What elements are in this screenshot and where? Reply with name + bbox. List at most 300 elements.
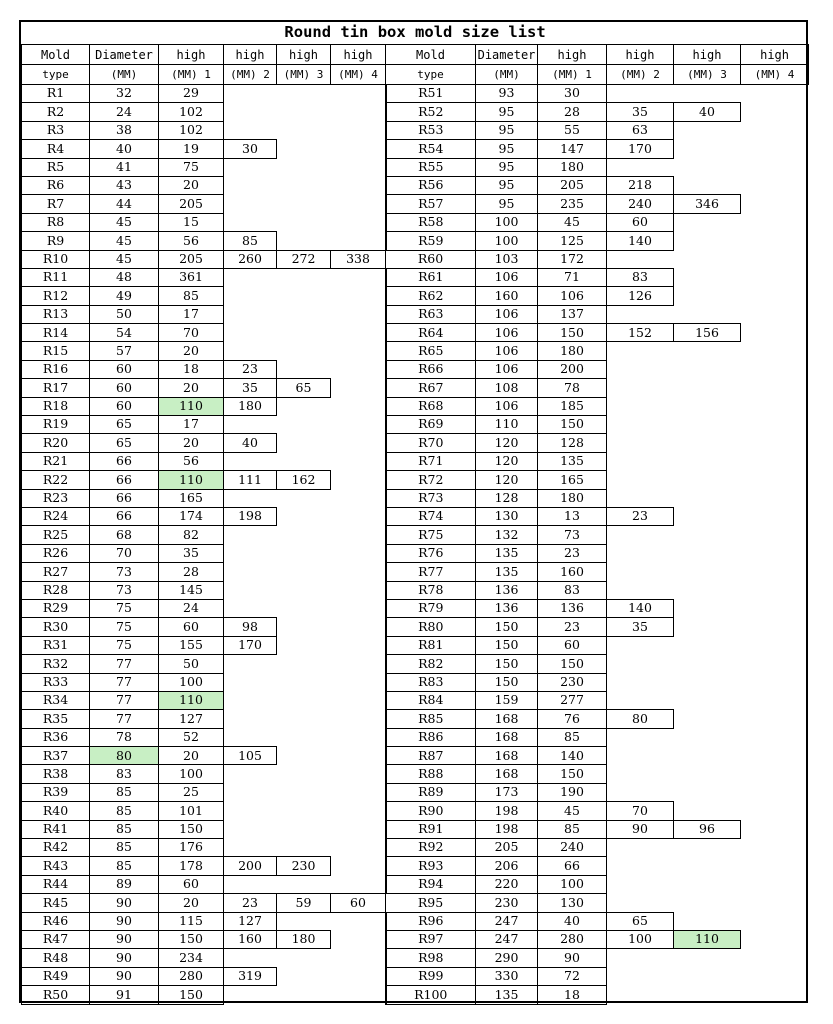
cell-diameter-right: 159 (476, 691, 538, 709)
cell-diameter-left: 66 (90, 452, 159, 470)
cell-high-4-right (741, 986, 809, 1004)
cell-high-2-right (607, 986, 674, 1004)
cell-high-3-left (277, 158, 331, 176)
cell-high-1-right: 200 (538, 360, 607, 378)
table-row (22, 581, 809, 599)
cell-high-2-right: 80 (607, 710, 674, 728)
cell-high-3-right (674, 342, 741, 360)
cell-diameter-left: 77 (90, 673, 159, 691)
cell-diameter-left: 85 (90, 820, 159, 838)
cell-diameter-right: 136 (476, 581, 538, 599)
table-row (22, 324, 809, 342)
cell-mold-type-left: R2 (22, 103, 90, 121)
cell-mold-type-right: R96 (386, 912, 476, 930)
cell-high-3-right (674, 581, 741, 599)
cell-mold-type-left: R5 (22, 158, 90, 176)
cell-diameter-right: 247 (476, 930, 538, 948)
cell-mold-type-right: R60 (386, 250, 476, 268)
cell-high-4-left (331, 765, 386, 783)
cell-high-4-right (741, 949, 809, 967)
header-row-2 (22, 65, 809, 85)
cell-high-4-left (331, 287, 386, 305)
cell-high-4-left (331, 839, 386, 857)
cell-high-3-left (277, 544, 331, 562)
cell-mold-type-left: R21 (22, 452, 90, 470)
cell-mold-type-right: R87 (386, 747, 476, 765)
cell-high-1-left: 18 (159, 360, 224, 378)
cell-high-4-right (741, 894, 809, 912)
cell-mold-type-left: R20 (22, 434, 90, 452)
cell-high-4-right (741, 507, 809, 525)
cell-high-2-right (607, 434, 674, 452)
cell-high-3-right (674, 618, 741, 636)
cell-high-3-right (674, 434, 741, 452)
cell-high-4-right (741, 691, 809, 709)
cell-diameter-left: 85 (90, 857, 159, 875)
cell-high-1-left: 110 (159, 471, 224, 489)
cell-high-3-right (674, 526, 741, 544)
cell-high-2-left (224, 599, 277, 617)
cell-high-4-right (741, 820, 809, 838)
cell-high-2-right: 240 (607, 195, 674, 213)
table-row (22, 930, 809, 948)
cell-high-2-left (224, 544, 277, 562)
cell-high-3-right (674, 710, 741, 728)
cell-high-4-right (741, 673, 809, 691)
cell-high-1-right: 172 (538, 250, 607, 268)
cell-high-2-left: 30 (224, 140, 277, 158)
cell-high-1-left: 115 (159, 912, 224, 930)
cell-diameter-left: 32 (90, 85, 159, 103)
cell-high-3-left (277, 802, 331, 820)
cell-mold-type-left: R14 (22, 324, 90, 342)
cell-high-2-left (224, 563, 277, 581)
table-row (22, 213, 809, 231)
cell-high-3-left: 180 (277, 930, 331, 948)
table-row (22, 103, 809, 121)
cell-diameter-left: 50 (90, 305, 159, 323)
cell-diameter-right: 136 (476, 599, 538, 617)
cell-high-1-right: 165 (538, 471, 607, 489)
cell-high-2-left (224, 728, 277, 746)
cell-high-4-left (331, 121, 386, 139)
cell-high-4-left (331, 967, 386, 985)
cell-diameter-right: 106 (476, 360, 538, 378)
cell-high-2-left: 170 (224, 636, 277, 654)
cell-high-2-right (607, 471, 674, 489)
cell-high-2-right (607, 526, 674, 544)
cell-high-1-right: 85 (538, 728, 607, 746)
cell-high-3-left (277, 397, 331, 415)
cell-high-4-right (741, 967, 809, 985)
cell-high-2-left (224, 416, 277, 434)
cell-high-1-left: 19 (159, 140, 224, 158)
cell-diameter-right: 120 (476, 452, 538, 470)
cell-mold-type-right: R94 (386, 875, 476, 893)
cell-high-3-right (674, 397, 741, 415)
cell-high-1-right: 13 (538, 507, 607, 525)
cell-high-2-left (224, 710, 277, 728)
cell-high-2-right (607, 360, 674, 378)
cell-high-4-right (741, 360, 809, 378)
cell-mold-type-right: R63 (386, 305, 476, 323)
cell-high-2-right (607, 452, 674, 470)
cell-high-3-left (277, 765, 331, 783)
cell-diameter-left: 80 (90, 747, 159, 765)
table-row (22, 250, 809, 268)
cell-high-2-right: 218 (607, 176, 674, 194)
cell-diameter-right: 95 (476, 103, 538, 121)
table-body (22, 85, 809, 1005)
cell-high-4-left (331, 471, 386, 489)
cell-diameter-right: 198 (476, 820, 538, 838)
cell-high-2-right: 23 (607, 507, 674, 525)
cell-high-1-right: 235 (538, 195, 607, 213)
cell-high-3-left (277, 710, 331, 728)
cell-high-3-left (277, 213, 331, 231)
table-row (22, 655, 809, 673)
cell-high-3-left (277, 452, 331, 470)
cell-high-2-left (224, 158, 277, 176)
cell-high-3-left (277, 140, 331, 158)
cell-mold-type-left: R38 (22, 765, 90, 783)
cell-high-3-right (674, 857, 741, 875)
cell-diameter-right: 108 (476, 379, 538, 397)
cell-mold-type-left: R27 (22, 563, 90, 581)
cell-mold-type-right: R67 (386, 379, 476, 397)
cell-high-1-left: 17 (159, 416, 224, 434)
cell-high-4-left (331, 85, 386, 103)
cell-high-4-right (741, 930, 809, 948)
cell-mold-type-left: R46 (22, 912, 90, 930)
cell-high-2-right (607, 416, 674, 434)
cell-high-1-left: 101 (159, 802, 224, 820)
cell-diameter-left: 73 (90, 581, 159, 599)
cell-high-3-right (674, 305, 741, 323)
cell-mold-type-right: R82 (386, 655, 476, 673)
cell-high-2-right (607, 894, 674, 912)
cell-high-1-left: 56 (159, 232, 224, 250)
cell-mold-type-right: R97 (386, 930, 476, 948)
cell-high-4-right (741, 471, 809, 489)
cell-high-3-right (674, 655, 741, 673)
cell-high-1-right: 280 (538, 930, 607, 948)
cell-high-4-right (741, 526, 809, 544)
header-mold-right: Mold (386, 45, 476, 65)
cell-mold-type-right: R78 (386, 581, 476, 599)
cell-high-4-right (741, 599, 809, 617)
header-high2-left: high (224, 45, 277, 65)
cell-high-4-right (741, 434, 809, 452)
cell-high-4-right (741, 121, 809, 139)
cell-high-4-right (741, 544, 809, 562)
cell-diameter-right: 168 (476, 728, 538, 746)
cell-high-1-right: 45 (538, 213, 607, 231)
cell-diameter-left: 45 (90, 213, 159, 231)
cell-high-1-right: 180 (538, 489, 607, 507)
cell-high-1-left: 20 (159, 434, 224, 452)
cell-high-2-right: 100 (607, 930, 674, 948)
table-row (22, 912, 809, 930)
cell-high-1-right: 205 (538, 176, 607, 194)
cell-high-2-right (607, 949, 674, 967)
cell-mold-type-left: R47 (22, 930, 90, 948)
cell-high-2-right (607, 747, 674, 765)
cell-high-3-left (277, 581, 331, 599)
cell-mold-type-right: R88 (386, 765, 476, 783)
cell-high-3-left (277, 563, 331, 581)
cell-high-2-left: 40 (224, 434, 277, 452)
cell-high-2-left (224, 268, 277, 286)
cell-high-2-left (224, 121, 277, 139)
cell-high-2-left: 180 (224, 397, 277, 415)
header-high3-right: high (674, 45, 741, 65)
cell-diameter-right: 95 (476, 140, 538, 158)
cell-diameter-left: 40 (90, 140, 159, 158)
table-row (22, 710, 809, 728)
cell-diameter-left: 38 (90, 121, 159, 139)
cell-high-4-left (331, 563, 386, 581)
cell-diameter-left: 24 (90, 103, 159, 121)
cell-diameter-left: 73 (90, 563, 159, 581)
cell-mold-type-left: R35 (22, 710, 90, 728)
cell-diameter-left: 90 (90, 949, 159, 967)
cell-high-4-left (331, 342, 386, 360)
cell-high-3-left (277, 434, 331, 452)
cell-high-2-left (224, 691, 277, 709)
cell-high-3-right (674, 158, 741, 176)
cell-high-2-right (607, 875, 674, 893)
cell-high-4-right (741, 489, 809, 507)
mold-size-table (21, 22, 809, 1005)
cell-high-1-right: 140 (538, 747, 607, 765)
cell-high-1-left: 280 (159, 967, 224, 985)
cell-mold-type-left: R9 (22, 232, 90, 250)
cell-high-2-right (607, 250, 674, 268)
table-row (22, 85, 809, 103)
cell-high-2-right (607, 857, 674, 875)
cell-mold-type-left: R42 (22, 839, 90, 857)
cell-high-3-left (277, 232, 331, 250)
cell-high-1-left: 174 (159, 507, 224, 525)
cell-high-4-left (331, 673, 386, 691)
cell-diameter-left: 85 (90, 839, 159, 857)
cell-mold-type-right: R89 (386, 783, 476, 801)
cell-high-3-left: 162 (277, 471, 331, 489)
cell-high-4-right (741, 85, 809, 103)
cell-diameter-right: 168 (476, 710, 538, 728)
cell-mold-type-right: R99 (386, 967, 476, 985)
cell-high-3-left (277, 636, 331, 654)
cell-diameter-left: 65 (90, 434, 159, 452)
cell-mold-type-left: R17 (22, 379, 90, 397)
cell-high-3-right (674, 912, 741, 930)
cell-high-4-left (331, 305, 386, 323)
cell-diameter-left: 45 (90, 232, 159, 250)
cell-high-4-right (741, 618, 809, 636)
cell-mold-type-left: R16 (22, 360, 90, 378)
cell-mold-type-right: R70 (386, 434, 476, 452)
cell-high-4-right (741, 379, 809, 397)
cell-high-2-left: 200 (224, 857, 277, 875)
table-row (22, 434, 809, 452)
cell-high-3-left (277, 599, 331, 617)
header-mm3-left: (MM) 3 (277, 65, 331, 85)
cell-high-4-left (331, 912, 386, 930)
cell-high-1-left: 100 (159, 765, 224, 783)
header-mm2-right: (MM) 2 (607, 65, 674, 85)
cell-high-3-right (674, 85, 741, 103)
cell-high-1-right: 125 (538, 232, 607, 250)
cell-high-4-right (741, 324, 809, 342)
cell-high-1-left: 20 (159, 747, 224, 765)
cell-high-1-right: 85 (538, 820, 607, 838)
cell-high-4-left (331, 360, 386, 378)
cell-mold-type-right: R81 (386, 636, 476, 654)
cell-high-4-left (331, 140, 386, 158)
cell-high-1-right: 66 (538, 857, 607, 875)
cell-high-4-left (331, 195, 386, 213)
cell-high-3-left (277, 342, 331, 360)
cell-high-3-left (277, 287, 331, 305)
cell-high-1-left: 70 (159, 324, 224, 342)
cell-mold-type-right: R79 (386, 599, 476, 617)
cell-diameter-right: 205 (476, 839, 538, 857)
cell-high-3-left (277, 489, 331, 507)
cell-high-3-right: 156 (674, 324, 741, 342)
cell-high-3-left (277, 195, 331, 213)
cell-mold-type-right: R93 (386, 857, 476, 875)
cell-high-2-right (607, 489, 674, 507)
cell-diameter-left: 60 (90, 379, 159, 397)
cell-high-2-right (607, 581, 674, 599)
cell-mold-type-right: R72 (386, 471, 476, 489)
cell-mold-type-left: R13 (22, 305, 90, 323)
cell-diameter-right: 95 (476, 195, 538, 213)
cell-high-1-left: 150 (159, 820, 224, 838)
cell-high-4-left (331, 416, 386, 434)
cell-diameter-left: 77 (90, 710, 159, 728)
cell-high-2-left: 198 (224, 507, 277, 525)
cell-high-1-left: 15 (159, 213, 224, 231)
cell-high-2-left (224, 103, 277, 121)
cell-diameter-right: 120 (476, 434, 538, 452)
table-row (22, 471, 809, 489)
cell-high-1-left: 35 (159, 544, 224, 562)
cell-high-2-left: 35 (224, 379, 277, 397)
cell-high-1-left: 150 (159, 986, 224, 1004)
cell-diameter-right: 135 (476, 544, 538, 562)
cell-diameter-left: 65 (90, 416, 159, 434)
cell-high-2-right (607, 379, 674, 397)
cell-mold-type-left: R28 (22, 581, 90, 599)
cell-diameter-left: 85 (90, 783, 159, 801)
header-high1-left: high (159, 45, 224, 65)
cell-high-4-left (331, 986, 386, 1004)
cell-diameter-left: 41 (90, 158, 159, 176)
cell-mold-type-left: R7 (22, 195, 90, 213)
cell-high-3-left (277, 324, 331, 342)
cell-high-4-right (741, 397, 809, 415)
cell-high-1-right: 106 (538, 287, 607, 305)
cell-mold-type-right: R68 (386, 397, 476, 415)
table-row (22, 765, 809, 783)
cell-high-4-left (331, 489, 386, 507)
cell-high-4-right (741, 195, 809, 213)
cell-high-4-left (331, 324, 386, 342)
header-mm2-left: (MM) 2 (224, 65, 277, 85)
cell-mold-type-right: R66 (386, 360, 476, 378)
cell-high-3-left: 230 (277, 857, 331, 875)
cell-high-2-right: 83 (607, 268, 674, 286)
cell-mold-type-right: R98 (386, 949, 476, 967)
cell-high-3-right (674, 121, 741, 139)
cell-high-3-left (277, 416, 331, 434)
cell-high-3-right (674, 416, 741, 434)
cell-high-1-left: 100 (159, 673, 224, 691)
cell-diameter-left: 68 (90, 526, 159, 544)
cell-high-4-left (331, 397, 386, 415)
cell-diameter-right: 95 (476, 176, 538, 194)
cell-mold-type-left: R8 (22, 213, 90, 231)
cell-high-3-left (277, 783, 331, 801)
cell-high-1-right: 30 (538, 85, 607, 103)
cell-high-3-right (674, 287, 741, 305)
cell-mold-type-left: R1 (22, 85, 90, 103)
cell-mold-type-right: R51 (386, 85, 476, 103)
cell-high-2-left (224, 452, 277, 470)
cell-high-1-right: 180 (538, 158, 607, 176)
cell-mold-type-right: R77 (386, 563, 476, 581)
cell-high-3-right (674, 894, 741, 912)
cell-diameter-right: 93 (476, 85, 538, 103)
cell-diameter-right: 103 (476, 250, 538, 268)
cell-high-3-right (674, 691, 741, 709)
cell-high-1-right: 136 (538, 599, 607, 617)
cell-high-2-right (607, 563, 674, 581)
cell-diameter-left: 85 (90, 802, 159, 820)
cell-mold-type-left: R48 (22, 949, 90, 967)
cell-high-4-left (331, 213, 386, 231)
cell-high-4-left (331, 232, 386, 250)
cell-mold-type-right: R65 (386, 342, 476, 360)
cell-high-4-left (331, 103, 386, 121)
cell-high-1-right: 60 (538, 636, 607, 654)
cell-high-2-left (224, 489, 277, 507)
cell-high-2-left (224, 949, 277, 967)
cell-mold-type-right: R75 (386, 526, 476, 544)
cell-high-2-left: 98 (224, 618, 277, 636)
cell-high-3-right (674, 599, 741, 617)
cell-high-3-right: 346 (674, 195, 741, 213)
cell-diameter-right: 206 (476, 857, 538, 875)
table-row (22, 342, 809, 360)
cell-high-2-left (224, 195, 277, 213)
cell-high-4-right (741, 452, 809, 470)
cell-high-3-right: 96 (674, 820, 741, 838)
cell-high-2-right: 70 (607, 802, 674, 820)
table-row (22, 195, 809, 213)
table-row (22, 820, 809, 838)
cell-mold-type-left: R24 (22, 507, 90, 525)
header-mm4-left: (MM) 4 (331, 65, 386, 85)
cell-high-3-right (674, 544, 741, 562)
table-row (22, 563, 809, 581)
header-mold-left: Mold (22, 45, 90, 65)
table-row (22, 379, 809, 397)
cell-high-2-left: 160 (224, 930, 277, 948)
cell-high-1-right: 150 (538, 416, 607, 434)
